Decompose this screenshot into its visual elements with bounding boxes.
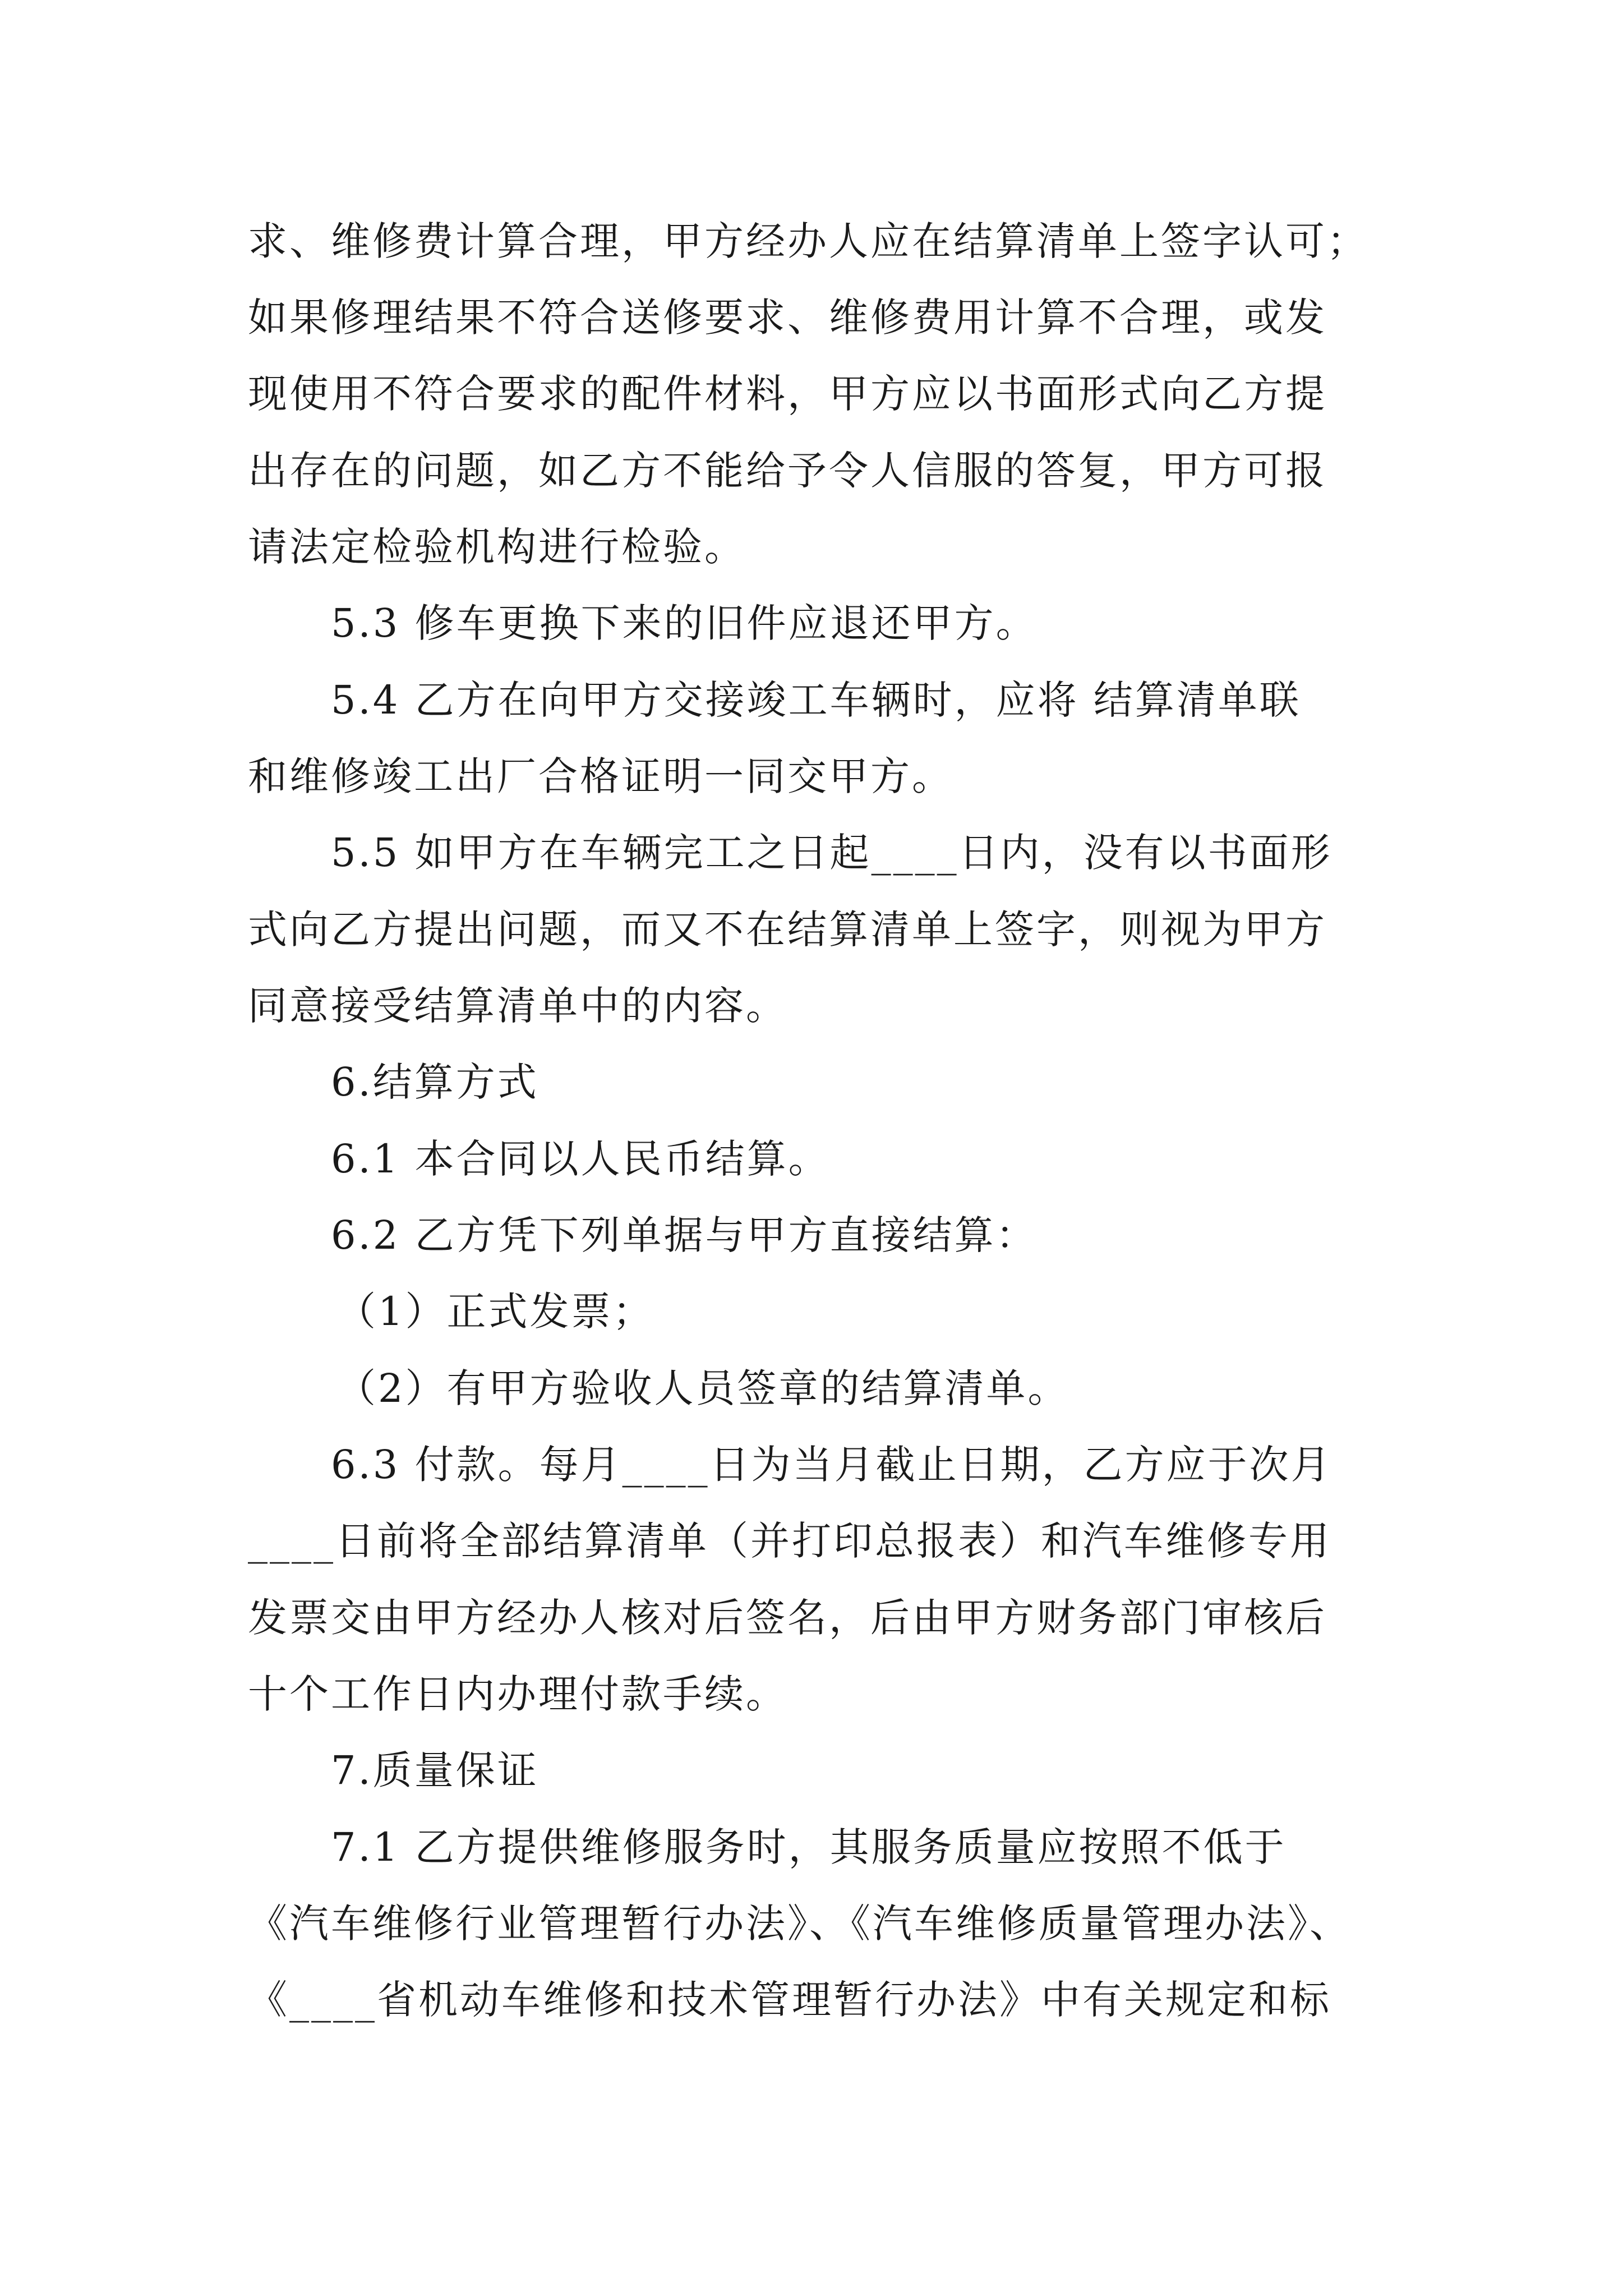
text-line: 十个工作日内办理付款手续。 [248, 1671, 787, 1717]
text-line: 求、维修费计算合理，甲方经办人应在结算清单上签字认可； [248, 218, 1368, 264]
section-heading: 6.结算方式 [331, 1059, 539, 1105]
text-line: 出存在的问题，如乙方不能给予令人信服的答复，甲方可报 [248, 448, 1327, 494]
text-line: 6.3 付款。每月____日为当月截止日期，乙方应于次月 [331, 1442, 1332, 1488]
text-line: 现使用不符合要求的配件材料，甲方应以书面形式向乙方提 [248, 371, 1327, 417]
text-line: 如果修理结果不符合送修要求、维修费用计算不合理，或发 [248, 295, 1327, 341]
text-line: 5.3 修车更换下来的旧件应退还甲方。 [331, 600, 1038, 646]
list-item: （2）有甲方验收人员签章的结算清单。 [336, 1365, 1069, 1411]
text-line: ____日前将全部结算清单（并打印总报表）和汽车维修专用 [248, 1518, 1331, 1564]
text-line: 发票交由甲方经办人核对后签名，后由甲方财务部门审核后 [248, 1595, 1327, 1641]
text-line: 5.4 乙方在向甲方交接竣工车辆时，应将 结算清单联 [331, 677, 1301, 723]
text-line: 6.1 本合同以人民币结算。 [331, 1136, 830, 1182]
text-line: 5.5 如甲方在车辆完工之日起____日内，没有以书面形 [331, 830, 1332, 876]
text-line: 6.2 乙方凭下列单据与甲方直接结算： [331, 1212, 1038, 1258]
text-line: 同意接受结算清单中的内容。 [248, 983, 787, 1029]
section-heading: 7.质量保证 [331, 1747, 539, 1793]
text-line: 《____省机动车维修和技术管理暂行办法》中有关规定和标 [248, 1977, 1331, 2023]
text-line: 请法定检验机构进行检验。 [248, 524, 746, 570]
text-line: 7.1 乙方提供维修服务时，其服务质量应按照不低于 [331, 1824, 1287, 1870]
text-line: 和维修竣工出厂合格证明一同交甲方。 [248, 753, 953, 799]
text-line: 《汽车维修行业管理暂行办法》、《汽车维修质量管理办法》、 [248, 1901, 1351, 1947]
text-line: 式向乙方提出问题，而又不在结算清单上签字，则视为甲方 [248, 907, 1327, 953]
list-item: （1）正式发票； [336, 1289, 654, 1335]
